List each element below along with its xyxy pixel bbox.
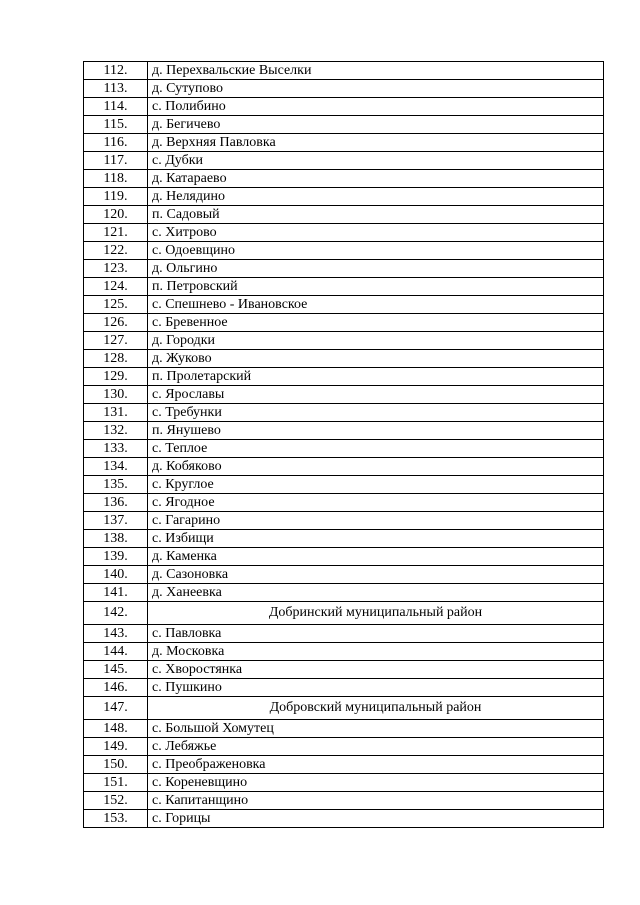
settlements-table-body bbox=[84, 62, 604, 828]
table-row bbox=[84, 458, 604, 476]
row-number: 151. bbox=[84, 774, 148, 792]
row-number: 138. bbox=[84, 530, 148, 548]
table-row bbox=[84, 278, 604, 296]
table-row bbox=[84, 134, 604, 152]
row-number: 113. bbox=[84, 80, 148, 98]
row-number: 152. bbox=[84, 792, 148, 810]
row-number: 121. bbox=[84, 224, 148, 242]
settlement-name: с. Кореневщино bbox=[148, 774, 604, 792]
settlement-name: д. Катараево bbox=[148, 170, 604, 188]
row-number: 114. bbox=[84, 98, 148, 116]
settlement-name: с. Преображеновка bbox=[148, 756, 604, 774]
settlement-name: д. Московка bbox=[148, 643, 604, 661]
row-number: 131. bbox=[84, 404, 148, 422]
row-number: 118. bbox=[84, 170, 148, 188]
row-number: 147. bbox=[84, 697, 148, 720]
row-number: 126. bbox=[84, 314, 148, 332]
table-row bbox=[84, 296, 604, 314]
table-row bbox=[84, 386, 604, 404]
table-row bbox=[84, 792, 604, 810]
settlement-name: д. Городки bbox=[148, 332, 604, 350]
row-number: 150. bbox=[84, 756, 148, 774]
settlement-name: с. Одоевщино bbox=[148, 242, 604, 260]
settlement-name: д. Кобяково bbox=[148, 458, 604, 476]
row-number: 115. bbox=[84, 116, 148, 134]
settlement-name: д. Жуково bbox=[148, 350, 604, 368]
settlement-name: д. Сазоновка bbox=[148, 566, 604, 584]
row-number: 119. bbox=[84, 188, 148, 206]
row-number: 142. bbox=[84, 602, 148, 625]
settlement-name: д. Верхняя Павловка bbox=[148, 134, 604, 152]
row-number: 143. bbox=[84, 625, 148, 643]
row-number: 137. bbox=[84, 512, 148, 530]
table-row bbox=[84, 584, 604, 602]
settlement-name: д. Нелядино bbox=[148, 188, 604, 206]
table-row bbox=[84, 566, 604, 584]
row-number: 144. bbox=[84, 643, 148, 661]
table-row bbox=[84, 548, 604, 566]
table-row bbox=[84, 512, 604, 530]
settlement-name: с. Дубки bbox=[148, 152, 604, 170]
table-row bbox=[84, 440, 604, 458]
table-row bbox=[84, 314, 604, 332]
row-number: 129. bbox=[84, 368, 148, 386]
row-number: 146. bbox=[84, 679, 148, 697]
table-row bbox=[84, 774, 604, 792]
settlement-name: с. Ярославы bbox=[148, 386, 604, 404]
settlement-name: с. Избищи bbox=[148, 530, 604, 548]
table-row bbox=[84, 260, 604, 278]
table-row bbox=[84, 332, 604, 350]
district-header-row bbox=[84, 697, 604, 720]
table-row bbox=[84, 98, 604, 116]
row-number: 116. bbox=[84, 134, 148, 152]
table-row bbox=[84, 720, 604, 738]
table-row bbox=[84, 188, 604, 206]
row-number: 136. bbox=[84, 494, 148, 512]
table-row bbox=[84, 116, 604, 134]
row-number: 134. bbox=[84, 458, 148, 476]
table-row bbox=[84, 224, 604, 242]
table-row bbox=[84, 170, 604, 188]
table-row bbox=[84, 368, 604, 386]
settlement-name: п. Пролетарский bbox=[148, 368, 604, 386]
table-row bbox=[84, 404, 604, 422]
row-number: 140. bbox=[84, 566, 148, 584]
settlement-name: с. Гагарино bbox=[148, 512, 604, 530]
table-row bbox=[84, 206, 604, 224]
table-row bbox=[84, 738, 604, 756]
settlement-name: д. Бегичево bbox=[148, 116, 604, 134]
row-number: 132. bbox=[84, 422, 148, 440]
row-number: 127. bbox=[84, 332, 148, 350]
table-row bbox=[84, 530, 604, 548]
district-header-row bbox=[84, 602, 604, 625]
row-number: 148. bbox=[84, 720, 148, 738]
table-row bbox=[84, 643, 604, 661]
settlement-name: п. Садовый bbox=[148, 206, 604, 224]
settlement-name: д. Каменка bbox=[148, 548, 604, 566]
row-number: 133. bbox=[84, 440, 148, 458]
table-row bbox=[84, 494, 604, 512]
settlement-name: с. Круглое bbox=[148, 476, 604, 494]
table-row bbox=[84, 679, 604, 697]
row-number: 130. bbox=[84, 386, 148, 404]
settlement-name: с. Лебяжье bbox=[148, 738, 604, 756]
table-row bbox=[84, 625, 604, 643]
settlement-name: с. Требунки bbox=[148, 404, 604, 422]
settlement-name: с. Полибино bbox=[148, 98, 604, 116]
row-number: 145. bbox=[84, 661, 148, 679]
settlement-name: с. Большой Хомутец bbox=[148, 720, 604, 738]
settlement-name: с. Спешнево - Ивановское bbox=[148, 296, 604, 314]
settlement-name: п. Янушево bbox=[148, 422, 604, 440]
table-row bbox=[84, 756, 604, 774]
row-number: 122. bbox=[84, 242, 148, 260]
settlement-name: с. Павловка bbox=[148, 625, 604, 643]
settlement-name: с. Пушкино bbox=[148, 679, 604, 697]
row-number: 149. bbox=[84, 738, 148, 756]
table-row bbox=[84, 242, 604, 260]
settlement-name: с. Бревенное bbox=[148, 314, 604, 332]
settlement-name: д. Сутупово bbox=[148, 80, 604, 98]
row-number: 153. bbox=[84, 810, 148, 828]
settlement-name: с. Горицы bbox=[148, 810, 604, 828]
row-number: 120. bbox=[84, 206, 148, 224]
row-number: 123. bbox=[84, 260, 148, 278]
row-number: 135. bbox=[84, 476, 148, 494]
table-row bbox=[84, 422, 604, 440]
district-name: Добровский муниципальный район bbox=[148, 697, 604, 720]
settlement-name: с. Хитрово bbox=[148, 224, 604, 242]
table-row bbox=[84, 476, 604, 494]
table-row bbox=[84, 350, 604, 368]
settlement-name: д. Ольгино bbox=[148, 260, 604, 278]
settlement-name: д. Ханеевка bbox=[148, 584, 604, 602]
district-name: Добринский муниципальный район bbox=[148, 602, 604, 625]
row-number: 117. bbox=[84, 152, 148, 170]
settlement-name: с. Капитанщино bbox=[148, 792, 604, 810]
row-number: 124. bbox=[84, 278, 148, 296]
table-row bbox=[84, 152, 604, 170]
row-number: 141. bbox=[84, 584, 148, 602]
row-number: 139. bbox=[84, 548, 148, 566]
table-row bbox=[84, 810, 604, 828]
settlement-name: с. Теплое bbox=[148, 440, 604, 458]
settlement-name: с. Хворостянка bbox=[148, 661, 604, 679]
row-number: 128. bbox=[84, 350, 148, 368]
table-row bbox=[84, 661, 604, 679]
row-number: 112. bbox=[84, 62, 148, 80]
settlements-table bbox=[83, 61, 604, 828]
table-row bbox=[84, 62, 604, 80]
settlement-name: д. Перехвальские Выселки bbox=[148, 62, 604, 80]
row-number: 125. bbox=[84, 296, 148, 314]
table-row bbox=[84, 80, 604, 98]
settlement-name: п. Петровский bbox=[148, 278, 604, 296]
settlement-name: с. Ягодное bbox=[148, 494, 604, 512]
